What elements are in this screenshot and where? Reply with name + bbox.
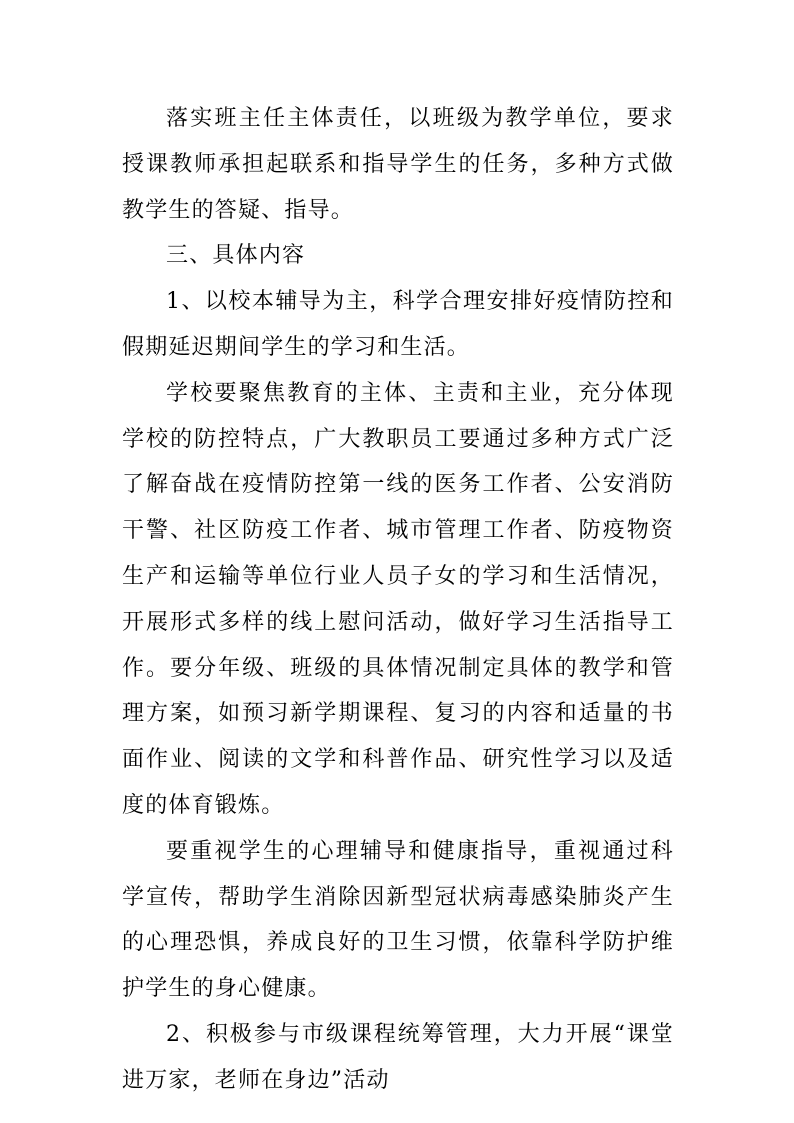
section-heading-specific-content: 三、具体内容 [166, 243, 306, 269]
document-body [122, 96, 674, 1104]
paragraph-class-teacher-responsibility: 落实班主任主体责任，以班级为教学单位，要求授课教师承担起联系和指导学生的任务，多种方式做教学生的答疑、指导。 [122, 106, 674, 223]
subheading-school-based-guidance: 1、以校本辅导为主，科学合理安排好疫情防控和假期延迟期间学生的学习和生活。 [122, 289, 674, 360]
paragraph-psychological-guidance: 要重视学生的心理辅导和健康指导，重视通过科学宣传，帮助学生消除因新型冠状病毒感染肺炎产生的心理恐惧，养成良好的卫生习惯，依靠科学防护维护学生的身心健康。 [122, 838, 674, 1002]
paragraph-school-focus: 学校要聚焦教育的主体、主责和主业，充分体现学校的防控特点，广大教职员工要通过多种方式广泛了解奋战在疫情防控第一线的医务工作者、公安消防干警、社区防疫工作者、城市管理工作者、防疫物资生产和运输等单位行业人员子女的学习和生活情况，开展形式多样的线上慰问活动，做好学习生活指导工作。要分年级、班级的具体情况制定具体的教学和管理方案，如预习新学期课程、复习的内容和适量的书面作业、阅读的文学和科普作品、研究性学习以及适度的体育锻炼。 [122, 380, 674, 818]
subheading-city-course-management: 2、积极参与市级课程统筹管理，大力开展“课堂进万家，老师在身边”活动 [122, 1021, 674, 1093]
